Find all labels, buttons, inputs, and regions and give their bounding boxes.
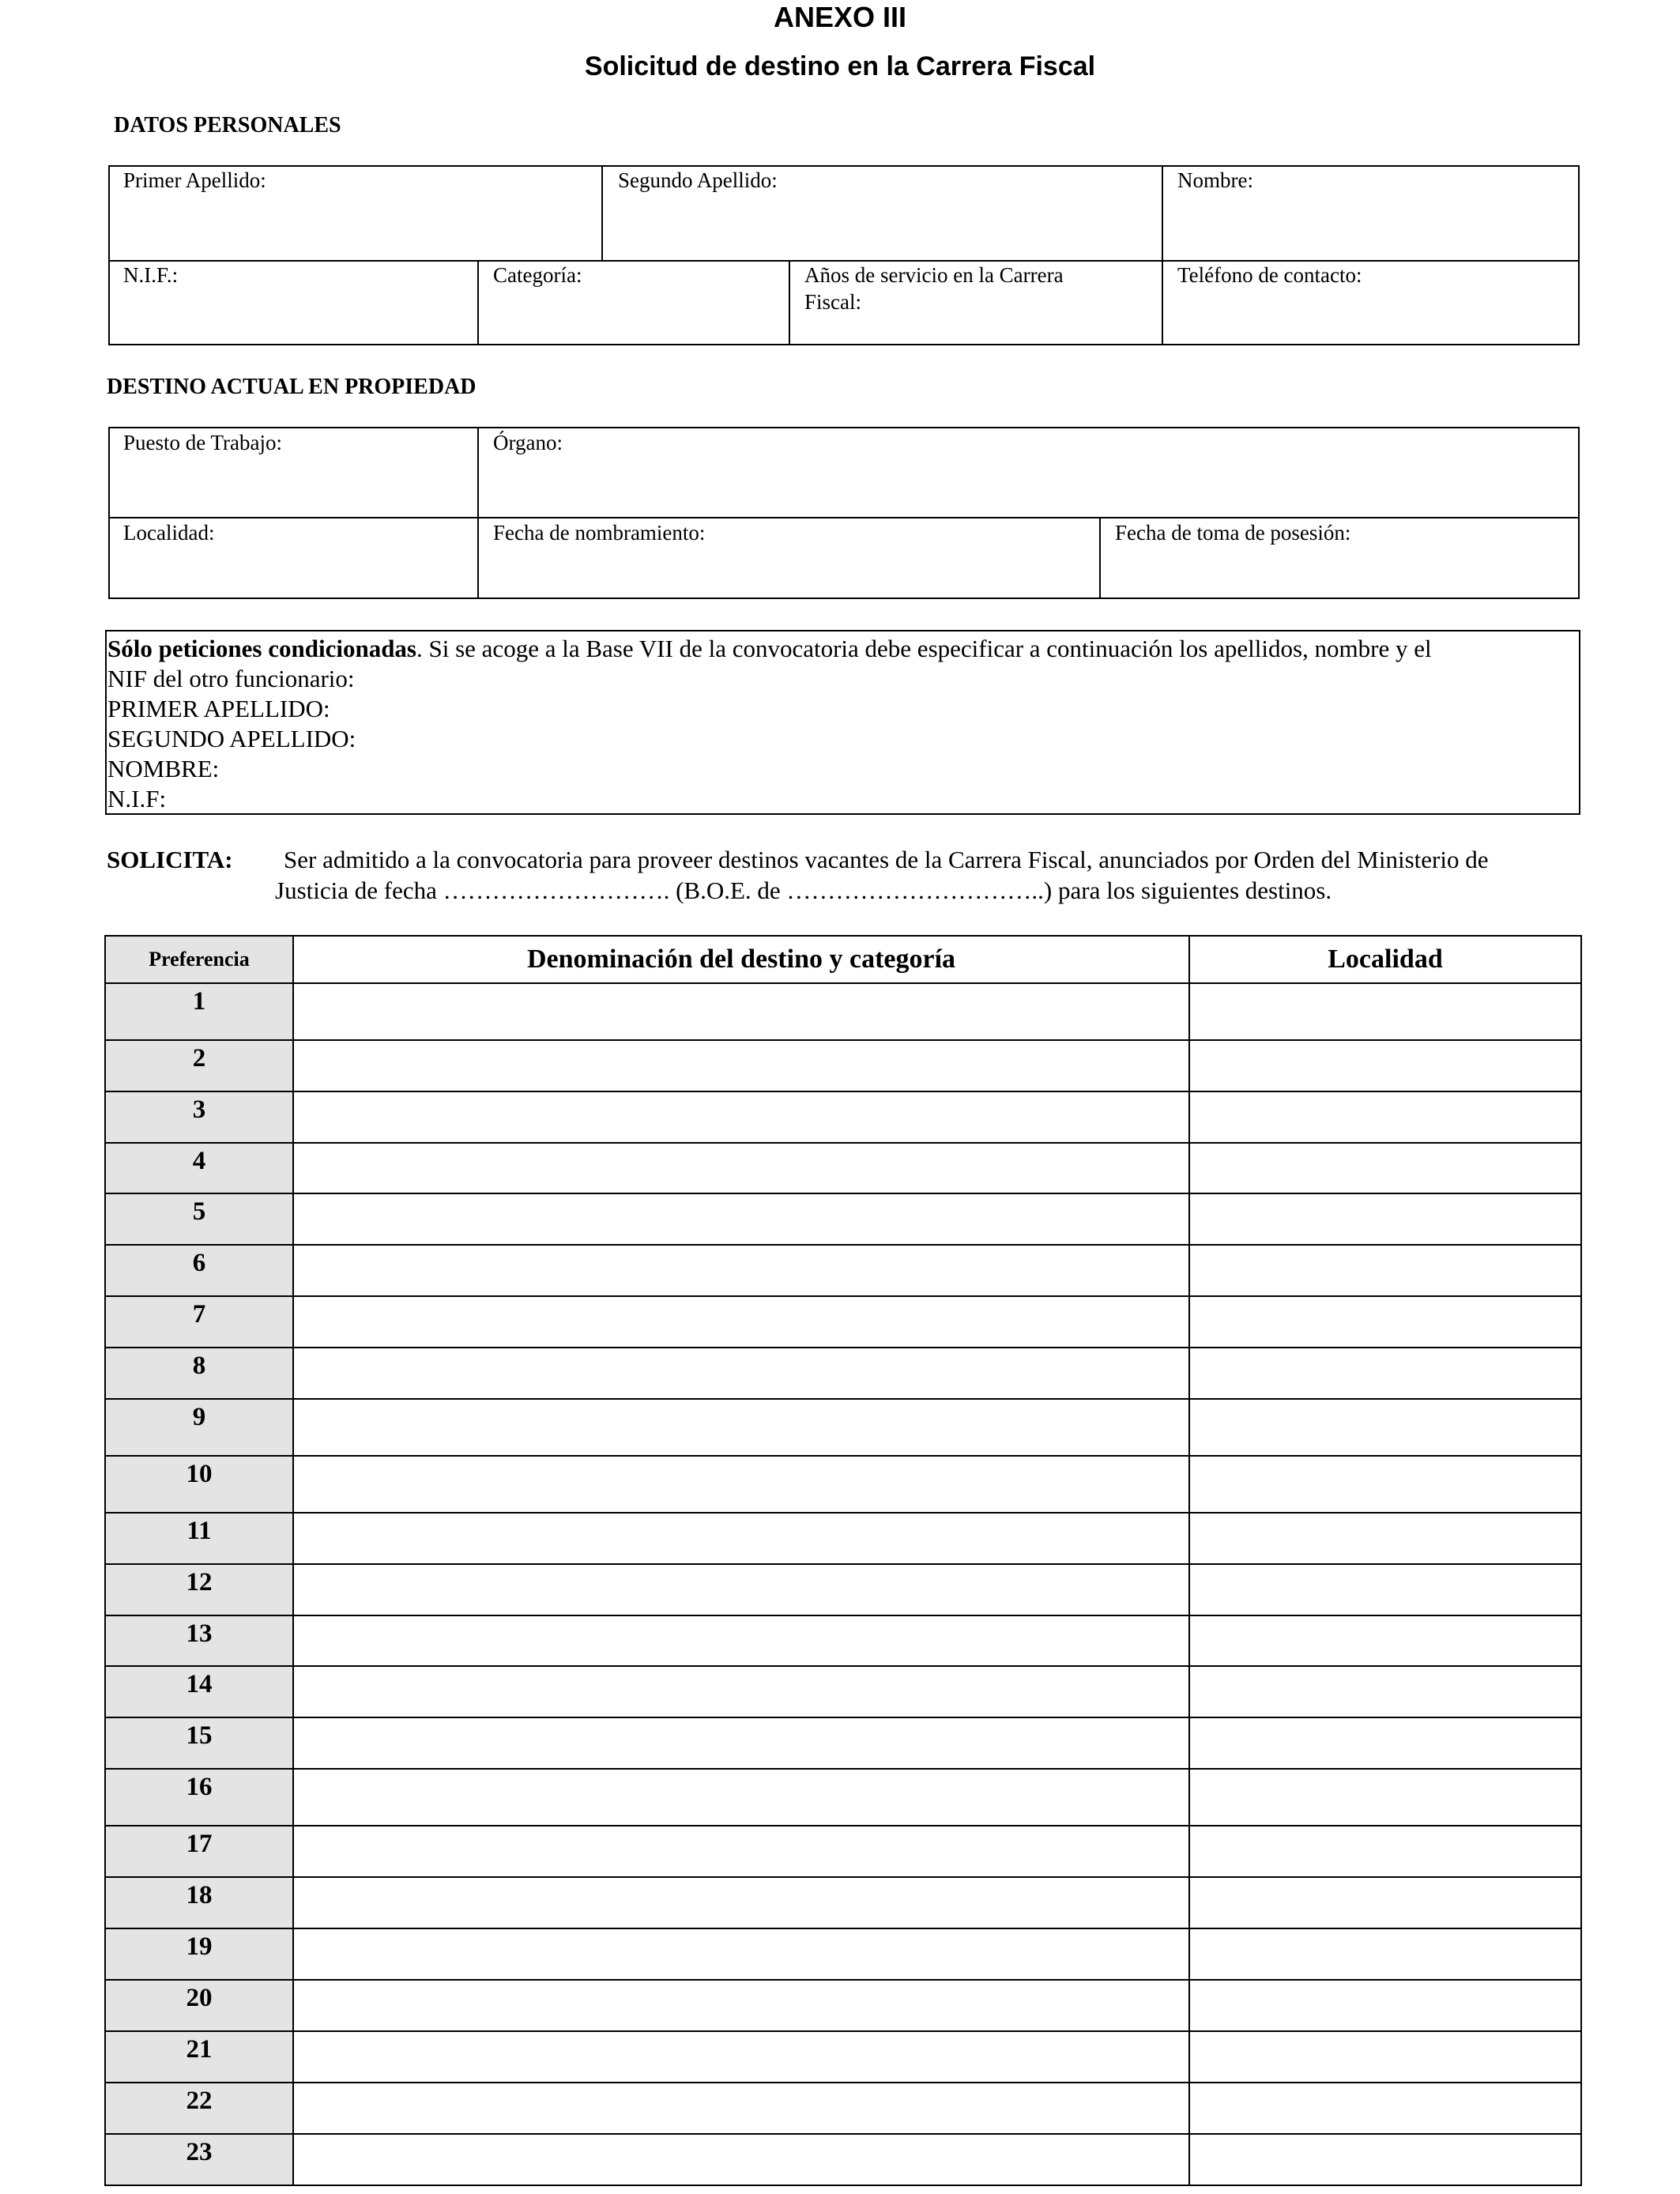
preference-number: 9 <box>105 1399 293 1456</box>
conditional-lead: Sólo peticiones condicionadas <box>107 635 416 662</box>
table-row <box>105 1296 1581 1348</box>
preference-number: 16 <box>105 1769 293 1826</box>
table-row <box>105 1717 1581 1769</box>
destination-cell[interactable] <box>293 1980 1189 2031</box>
destinations-body <box>105 983 1581 2185</box>
appointment-date-field[interactable]: Fecha de nombramiento: <box>493 521 706 545</box>
organ-field[interactable]: Órgano: <box>493 431 563 454</box>
destination-cell[interactable] <box>293 1769 1189 1826</box>
current-post-box <box>108 427 1580 599</box>
request-label: SOLICITA: <box>107 846 233 873</box>
locality-cell[interactable] <box>1189 1348 1581 1399</box>
locality-cell[interactable] <box>1189 1143 1581 1193</box>
destination-cell[interactable] <box>293 1513 1189 1564</box>
table-row <box>105 1091 1581 1143</box>
form-title: Solicitud de destino en la Carrera Fiscal <box>584 51 1096 81</box>
table-row <box>105 2134 1581 2185</box>
personal-col-divider <box>789 260 790 345</box>
locality-cell[interactable] <box>1189 1769 1581 1826</box>
preference-number: 12 <box>105 1564 293 1615</box>
personal-col-divider <box>1162 165 1163 345</box>
table-row <box>105 1399 1581 1456</box>
destination-cell[interactable] <box>293 1564 1189 1615</box>
preference-number: 15 <box>105 1717 293 1769</box>
locality-cell[interactable] <box>1189 1040 1581 1091</box>
conditional-text <box>107 634 1577 814</box>
personal-col-divider <box>477 260 479 345</box>
table-row <box>105 1513 1581 1564</box>
second-surname-field[interactable]: Segundo Apellido: <box>618 168 778 192</box>
preference-number: 17 <box>105 1826 293 1877</box>
table-row <box>105 983 1581 1040</box>
table-row <box>105 1826 1581 1877</box>
destination-cell[interactable] <box>293 1143 1189 1193</box>
preference-number: 2 <box>105 1040 293 1091</box>
destination-cell[interactable] <box>293 1040 1189 1091</box>
table-row <box>105 1980 1581 2031</box>
locality-cell[interactable] <box>1189 1666 1581 1717</box>
locality-cell[interactable] <box>1189 1928 1581 1980</box>
locality-cell[interactable] <box>1189 1564 1581 1615</box>
preference-number: 22 <box>105 2083 293 2134</box>
preference-number: 5 <box>105 1193 293 1245</box>
preference-number: 11 <box>105 1513 293 1564</box>
phone-field[interactable]: Teléfono de contacto: <box>1177 263 1362 287</box>
table-row <box>105 1193 1581 1245</box>
locality-cell[interactable] <box>1189 1091 1581 1143</box>
locality-cell[interactable] <box>1189 1513 1581 1564</box>
preference-number: 21 <box>105 2031 293 2083</box>
preference-number: 14 <box>105 1666 293 1717</box>
destination-cell[interactable] <box>293 2031 1189 2083</box>
destination-cell[interactable] <box>293 2134 1189 2185</box>
destination-cell[interactable] <box>293 1615 1189 1666</box>
destination-cell[interactable] <box>293 1717 1189 1769</box>
first-surname-field[interactable]: Primer Apellido: <box>123 168 266 192</box>
locality-cell[interactable] <box>1189 1615 1581 1666</box>
destination-cell[interactable] <box>293 1296 1189 1348</box>
destination-cell[interactable] <box>293 1666 1189 1717</box>
col-locality-header: Localidad <box>1189 936 1581 983</box>
table-row <box>105 1040 1581 1091</box>
col-destination-header: Denominación del destino y categoría <box>293 936 1189 983</box>
destination-cell[interactable] <box>293 1456 1189 1513</box>
destination-cell[interactable] <box>293 983 1189 1040</box>
table-row <box>105 1348 1581 1399</box>
current-row-divider <box>108 517 1580 518</box>
locality-cell[interactable] <box>1189 983 1581 1040</box>
table-row <box>105 2031 1581 2083</box>
category-field[interactable]: Categoría: <box>493 263 582 287</box>
annex-title: ANEXO III <box>773 1 907 33</box>
destinations-table <box>104 935 1582 2186</box>
preference-number: 18 <box>105 1877 293 1928</box>
preference-number: 8 <box>105 1348 293 1399</box>
possession-date-field[interactable]: Fecha de toma de posesión: <box>1115 521 1351 545</box>
conditional-first-surname-field[interactable]: PRIMER APELLIDO: <box>107 695 330 722</box>
locality-cell[interactable] <box>1189 1245 1581 1296</box>
table-row <box>105 1666 1581 1717</box>
table-row <box>105 1143 1581 1193</box>
preference-number: 13 <box>105 1615 293 1666</box>
locality-cell[interactable] <box>1189 2031 1581 2083</box>
destination-cell[interactable] <box>293 1877 1189 1928</box>
years-of-service-field[interactable] <box>804 262 1064 315</box>
preference-number: 4 <box>105 1143 293 1193</box>
locality-cell[interactable] <box>1189 1980 1581 2031</box>
post-field[interactable]: Puesto de Trabajo: <box>123 431 283 454</box>
locality-cell[interactable] <box>1189 2134 1581 2185</box>
preference-number: 7 <box>105 1296 293 1348</box>
destination-cell[interactable] <box>293 2083 1189 2134</box>
destination-cell[interactable] <box>293 1245 1189 1296</box>
destination-cell[interactable] <box>293 1826 1189 1877</box>
request-line1: Ser admitido a la convocatoria para proveer destinos vacantes de la Carrera Fiscal, anunciados por Orden del Ministerio de <box>284 846 1489 873</box>
preference-number: 20 <box>105 1980 293 2031</box>
current-col-divider <box>1099 517 1101 599</box>
preference-number: 10 <box>105 1456 293 1513</box>
preference-number: 1 <box>105 983 293 1040</box>
conditional-line1 <box>107 634 1577 664</box>
table-row <box>105 1245 1581 1296</box>
personal-data-box <box>108 165 1580 345</box>
table-header-row <box>105 936 1581 983</box>
destination-cell[interactable] <box>293 1348 1189 1399</box>
personal-data-heading: DATOS PERSONALES <box>114 113 341 138</box>
locality-cell[interactable] <box>1189 1456 1581 1513</box>
conditional-instructions: . Si se acoge a la Base VII de la convocatoria debe especificar a continuación los apellidos, nombre y el <box>416 635 1432 662</box>
current-col-divider <box>477 427 479 599</box>
preference-number: 6 <box>105 1245 293 1296</box>
table-row <box>105 1928 1581 1980</box>
locality-field[interactable]: Localidad: <box>123 521 215 545</box>
preference-number: 3 <box>105 1091 293 1143</box>
table-row <box>105 1877 1581 1928</box>
request-line2: Justicia de fecha ………………………. (B.O.E. de …………………………..) para los siguientes destinos. <box>275 876 1332 904</box>
destination-cell[interactable] <box>293 1193 1189 1245</box>
conditional-second-surname-field[interactable]: SEGUNDO APELLIDO: <box>107 725 356 752</box>
years-label-line1: Años de servicio en la Carrera <box>804 263 1064 287</box>
current-post-heading: DESTINO ACTUAL EN PROPIEDAD <box>107 375 477 399</box>
name-field[interactable]: Nombre: <box>1177 168 1253 192</box>
locality-cell[interactable] <box>1189 2083 1581 2134</box>
table-row <box>105 1564 1581 1615</box>
destination-cell[interactable] <box>293 1399 1189 1456</box>
locality-cell[interactable] <box>1189 1826 1581 1877</box>
nif-field[interactable]: N.I.F.: <box>123 263 179 287</box>
personal-col-divider <box>601 165 603 260</box>
locality-cell[interactable] <box>1189 1296 1581 1348</box>
destination-cell[interactable] <box>293 1091 1189 1143</box>
locality-cell[interactable] <box>1189 1717 1581 1769</box>
conditional-name-field[interactable]: NOMBRE: <box>107 755 220 782</box>
table-row <box>105 2083 1581 2134</box>
locality-cell[interactable] <box>1189 1877 1581 1928</box>
table-row <box>105 1615 1581 1666</box>
locality-cell[interactable] <box>1189 1193 1581 1245</box>
locality-cell[interactable] <box>1189 1399 1581 1456</box>
table-row <box>105 1769 1581 1826</box>
conditional-line2: NIF del otro funcionario: <box>107 665 355 692</box>
preference-number: 23 <box>105 2134 293 2185</box>
col-preference-header: Preferencia <box>105 936 293 983</box>
preference-number: 19 <box>105 1928 293 1980</box>
years-label-line2: Fiscal: <box>804 290 861 314</box>
table-row <box>105 1456 1581 1513</box>
destination-cell[interactable] <box>293 1928 1189 1980</box>
conditional-nif-field[interactable]: N.I.F: <box>107 785 167 812</box>
